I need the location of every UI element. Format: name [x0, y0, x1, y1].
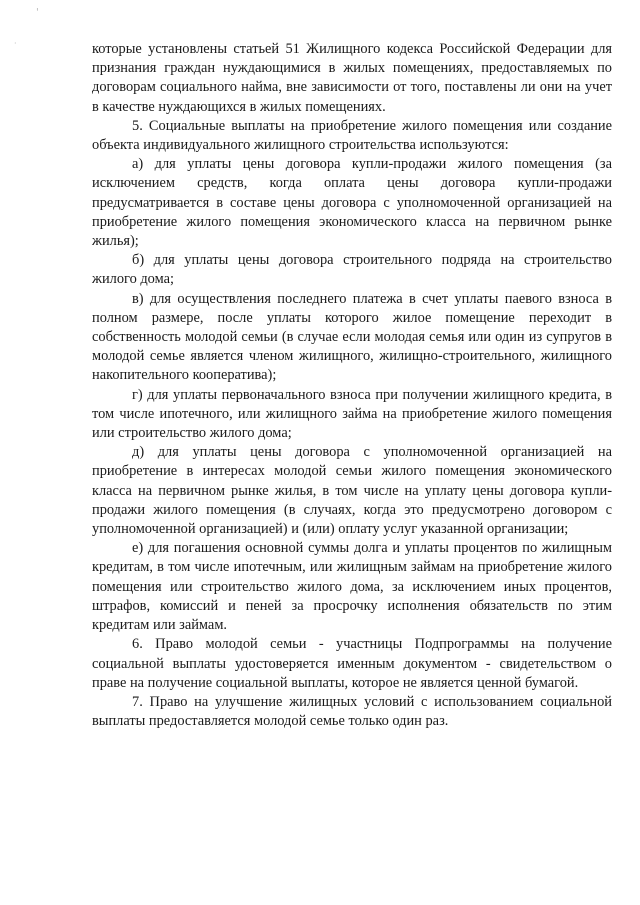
- paragraph-item-5: 5. Социальные выплаты на приобретение жилого помещения или создание объекта индивидуального жилищного строительства используются:: [92, 117, 612, 154]
- paragraph-item-6: 6. Право молодой семьи - участницы Подпрограммы на получение социальной выплаты удостоверяется именным документом - свидетельством о праве на получение социальной выплаты, которое не является ценной бумагой.: [92, 636, 612, 691]
- scan-mark-top-left: ': [36, 7, 39, 18]
- scan-mark-left-margin: ·: [14, 39, 17, 48]
- paragraph-item-7: 7. Право на улучшение жилищных условий с использованием социальной выплаты предоставляется молодой семье только один раз.: [92, 693, 612, 730]
- paragraph-subitem-b: б) для уплаты цены договора строительного подряда на строительство жилого дома;: [92, 252, 612, 288]
- paragraph-subitem-a: а) для уплаты цены договора купли-продажи жилого помещения (за исключением средств, когда оплата цены договора купли-продажи предусматривается в составе цены договора с уполномоченной организацией на приобретение жилого помещения экономического класса на первичном рынке жилья);: [92, 156, 612, 250]
- document-page: [92, 40, 612, 731]
- paragraph-subitem-g: г) для уплаты первоначального взноса при получении жилищного кредита, в том числе ипотечного, или жилищного займа на приобретение жилого помещения или строительство жилого дома;: [92, 386, 612, 442]
- paragraph-subitem-v: в) для осуществления последнего платежа в счет уплаты паевого взноса в полном размере, после уплаты которого жилое помещение переходит в собственность молодой семьи (в случае если молодая семья или один из супругов в молодой семье является членом жилищного, жилищно-строительного, жилищного накопительного кооператива);: [92, 290, 612, 384]
- paragraph-subitem-e: е) для погашения основной суммы долга и уплаты процентов по жилищным кредитам, в том числе ипотечным, или жилищным займам на приобретение жилого помещения или строительство жилого дома, за исключением иных процентов, штрафов, комиссий и пеней за просрочку исполнения обязательств по этим кредитам или займам.: [92, 540, 612, 634]
- paragraph-subitem-d: д) для уплаты цены договора с уполномоченной организацией на приобретение в интересах молодой семьи жилого помещения экономического класса на первичном рынке жилья, в том числе на уплату цены договора купли-продажи жилого помещения (в случаях, когда это предусмотрено договором с уполномоченной организацией) и (или) оплату услуг указанной организации;: [92, 444, 612, 538]
- paragraph-continuation: которые установлены статьей 51 Жилищного кодекса Российской Федерации для признания граждан нуждающимися в жилых помещениях, предоставляемых по договорам социального найма, вне зависимости от того, поставлены ли они на учет в качестве нуждающихся в жилых помещениях.: [92, 41, 612, 115]
